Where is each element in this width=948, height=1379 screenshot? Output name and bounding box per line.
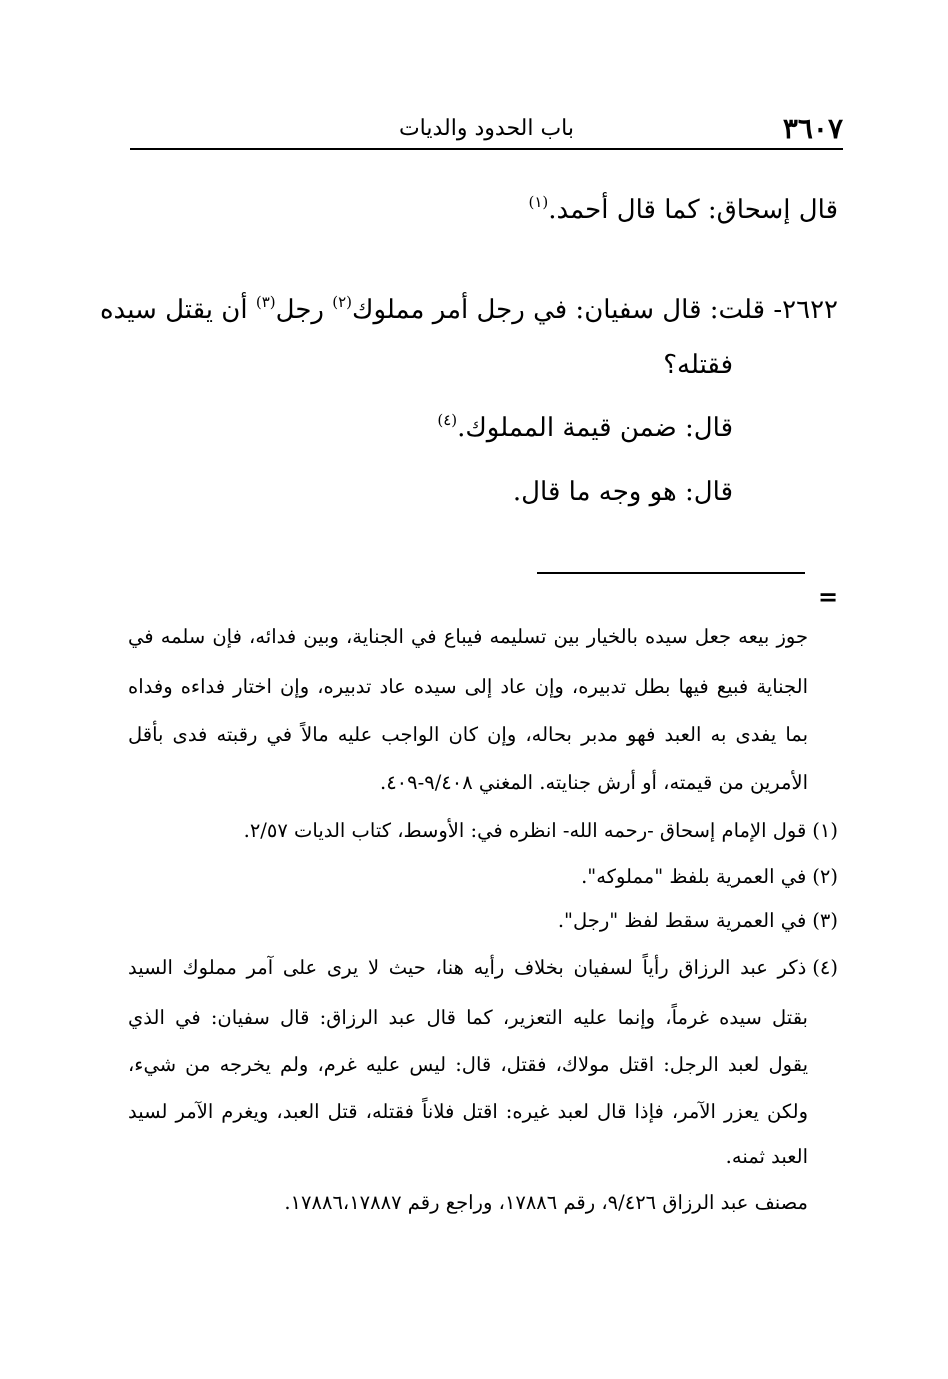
footnote-4-line: العبد ثمنه. (725, 1145, 808, 1168)
question-item-line (99, 290, 838, 330)
footnote-ref-4: (٤) (437, 411, 458, 429)
footnote-2-text: في العمرية بلفظ "مملوكه". (581, 865, 807, 888)
continuation-mark: = (818, 582, 839, 611)
answer-line-2: قال: هو وجه ما قال. (512, 477, 733, 507)
ishaq-statement (130, 190, 838, 230)
footnote-1 (128, 816, 838, 846)
footnote-ref-2: (٢) (332, 293, 353, 311)
chapter-title: باب الحدود والديات (398, 116, 575, 141)
header-rule (130, 148, 843, 150)
footnote-3 (128, 906, 838, 936)
footnote-3-text: في العمرية سقط لفظ "رجل". (557, 909, 807, 932)
footnote-4-text: ذكر عبد الرزاق رأياً لسفيان بخلاف رأيه هنا، حيث لا يرى على آمر مملوك السيد (128, 956, 807, 979)
page-number: ٣٦٠٧ (782, 112, 843, 145)
footnote-continued-line: بما يفدى به العبد فهو مدبر بحاله، وإن كان الواجب عليه مالاً في رقبته فدى بأقل (128, 723, 808, 746)
answer-line-1 (130, 408, 838, 448)
footnote-continued-line: الجناية فبيع فيها بطل تدبيره، وإن عاد إلى سيده عاد تدبيره، وإن اختار فداءه وفداه (128, 675, 808, 698)
footnote-4-number: (٤) (812, 956, 838, 979)
footnote-2 (128, 862, 838, 892)
footnote-4-reference: مصنف عبد الرزاق ٩/٤٢٦، رقم ١٧٨٨٦، وراجع رقم ١٧٨٨٦،١٧٨٨٧. (284, 1191, 808, 1214)
footnote-continued-line: جوز بيعه جعل سيده بالخيار بين تسليمه فيباع في الجناية، وبين فدائه، فإن سلمه في (128, 625, 808, 648)
footnote-4 (128, 953, 838, 983)
footnote-separator (537, 572, 805, 574)
question-text-c: أن يقتل سيده (99, 295, 256, 325)
footnote-4-line: بقتل سيده غرماً، وإنما عليه التعزير، كما قال عبد الرزاق: قال سفيان: في الذي (128, 1006, 808, 1029)
question-text-a: ٢٦٢٢- قلت: قال سفيان: في رجل أمر مملوك (352, 295, 838, 325)
footnote-4-line: يقول لعبد الرجل: اقتل مولاك، فقتل، قال: ليس عليه غرم، ولم يخرجه من شيء، (128, 1053, 808, 1076)
footnote-1-text: قول الإمام إسحاق -رحمه الله- انظره في: الأوسط، كتاب الديات ٢/٥٧. (243, 819, 807, 842)
running-head (130, 112, 843, 150)
footnote-ref-1: (١) (528, 193, 549, 211)
ishaq-statement-text: قال إسحاق: كما قال أحمد. (548, 195, 838, 225)
footnote-4-line: ولكن يعزر الآمر، فإذا قال لعبد غيره: اقتل فلاناً فقتله، قتل العبد، ويغرم الآمر لسيد (128, 1100, 808, 1123)
question-continuation: فقتله؟ (663, 350, 733, 380)
footnote-2-number: (٢) (812, 865, 838, 888)
answer-1-text: قال: ضمن قيمة المملوك. (457, 413, 733, 443)
question-text-b: رجل (275, 295, 333, 325)
footnote-continued-line: الأمرين من قيمته، أو أرش جنايته. المغني ٩/٤٠٨-٤٠٩. (380, 771, 808, 794)
footnote-1-number: (١) (812, 819, 838, 842)
footnote-3-number: (٣) (812, 909, 838, 932)
footnote-ref-3: (٣) (255, 293, 276, 311)
